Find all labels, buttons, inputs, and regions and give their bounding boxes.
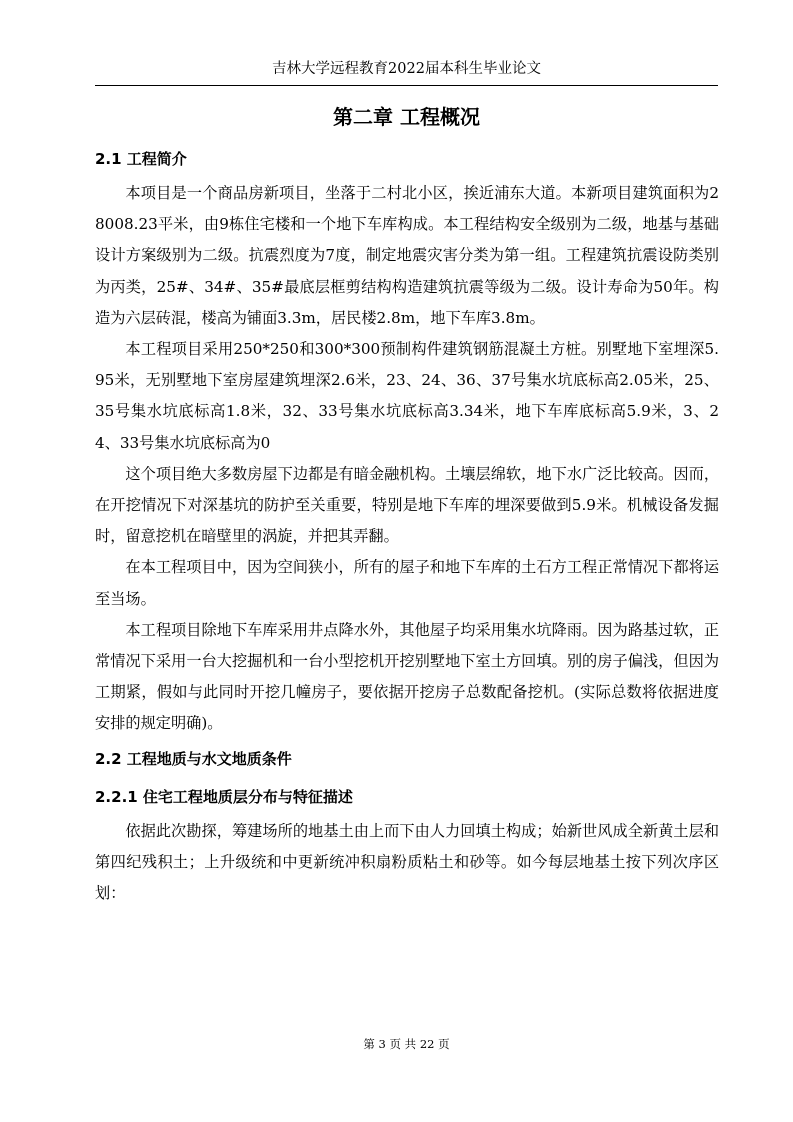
body-paragraph: 本工程项目除地下车库采用井点降水外，其他屋子均采用集水坑降雨。因为路基过软，正常情况下采用一台大挖掘机和一台小型挖机开挖别墅地下室土方回填。别的房子偏浅，但因为工期紧，假如与此同时开挖几幢房子，要依据开挖房子总数配备挖机。(实际总数将依据进度安排的规定明确)。 bbox=[95, 620, 719, 733]
header-divider bbox=[95, 85, 718, 86]
body-paragraph: 这个项目绝大多数房屋下边都是有暗金融机构。土壤层绵软，地下水广泛比较高。因而，在开挖情况下对深基坑的防护至关重要，特别是地下车库的埋深要做到5.9米。机械设备发掘时，留意挖机在暗壁里的涡旋，并把其弄翻。 bbox=[95, 464, 719, 546]
subsection-heading-2-2-1: 2.2.1 住宅工程地质层分布与特征描述 bbox=[95, 787, 353, 806]
body-paragraph: 本项目是一个商品房新项目，坐落于二村北小区，挨近浦东大道。本新项目建筑面积为28008.23平米，由9栋住宅楼和一个地下车库构成。本工程结构安全级别为二级，地基与基础设计方案级别为二级。抗震烈度为7度，制定地震灾害分类为第一组。工程建筑抗震设防类别为丙类，25#、34#、35#最底层框剪结构构造建筑抗震等级为二级。设计寿命为50年。构造为六层砖混，楼高为铺面3.3m，居民楼2.8m，地下车库3.8m。 bbox=[95, 184, 719, 327]
section-heading-2-2: 2.2 工程地质与水文地质条件 bbox=[95, 749, 292, 768]
running-header: 吉林大学远程教育2022届本科生毕业论文 bbox=[272, 61, 541, 77]
chapter-title: 第二章 工程概况 bbox=[333, 105, 480, 129]
body-paragraph: 依据此次勘探，筹建场所的地基土由上而下由人力回填土构成；始新世风成全新黄土层和第四纪残积土；上升级统和中更新统冲积扇粉质粘土和砂等。如今每层地基土按下列次序区划： bbox=[95, 821, 719, 903]
page-number-footer: 第 3 页 共 22 页 bbox=[363, 1037, 450, 1051]
body-paragraph: 在本工程项目中，因为空间狭小，所有的屋子和地下车库的土石方工程正常情况下都将运至当场。 bbox=[95, 558, 719, 608]
document-body bbox=[95, 140, 719, 909]
body-paragraph: 本工程项目采用250*250和300*300预制构件建筑钢筋混凝土方桩。别墅地下室埋深5.95米，无别墅地下室房屋建筑埋深2.6米，23、24、36、37号集水坑底标高2.05米，25、35号集水坑底标高1.8米，32、33号集水坑底标高3.34米，地下车库底标高5.9米，3、24、33号集水坑底标高为0 bbox=[95, 340, 719, 452]
section-heading-2-1: 2.1 工程简介 bbox=[95, 150, 187, 168]
